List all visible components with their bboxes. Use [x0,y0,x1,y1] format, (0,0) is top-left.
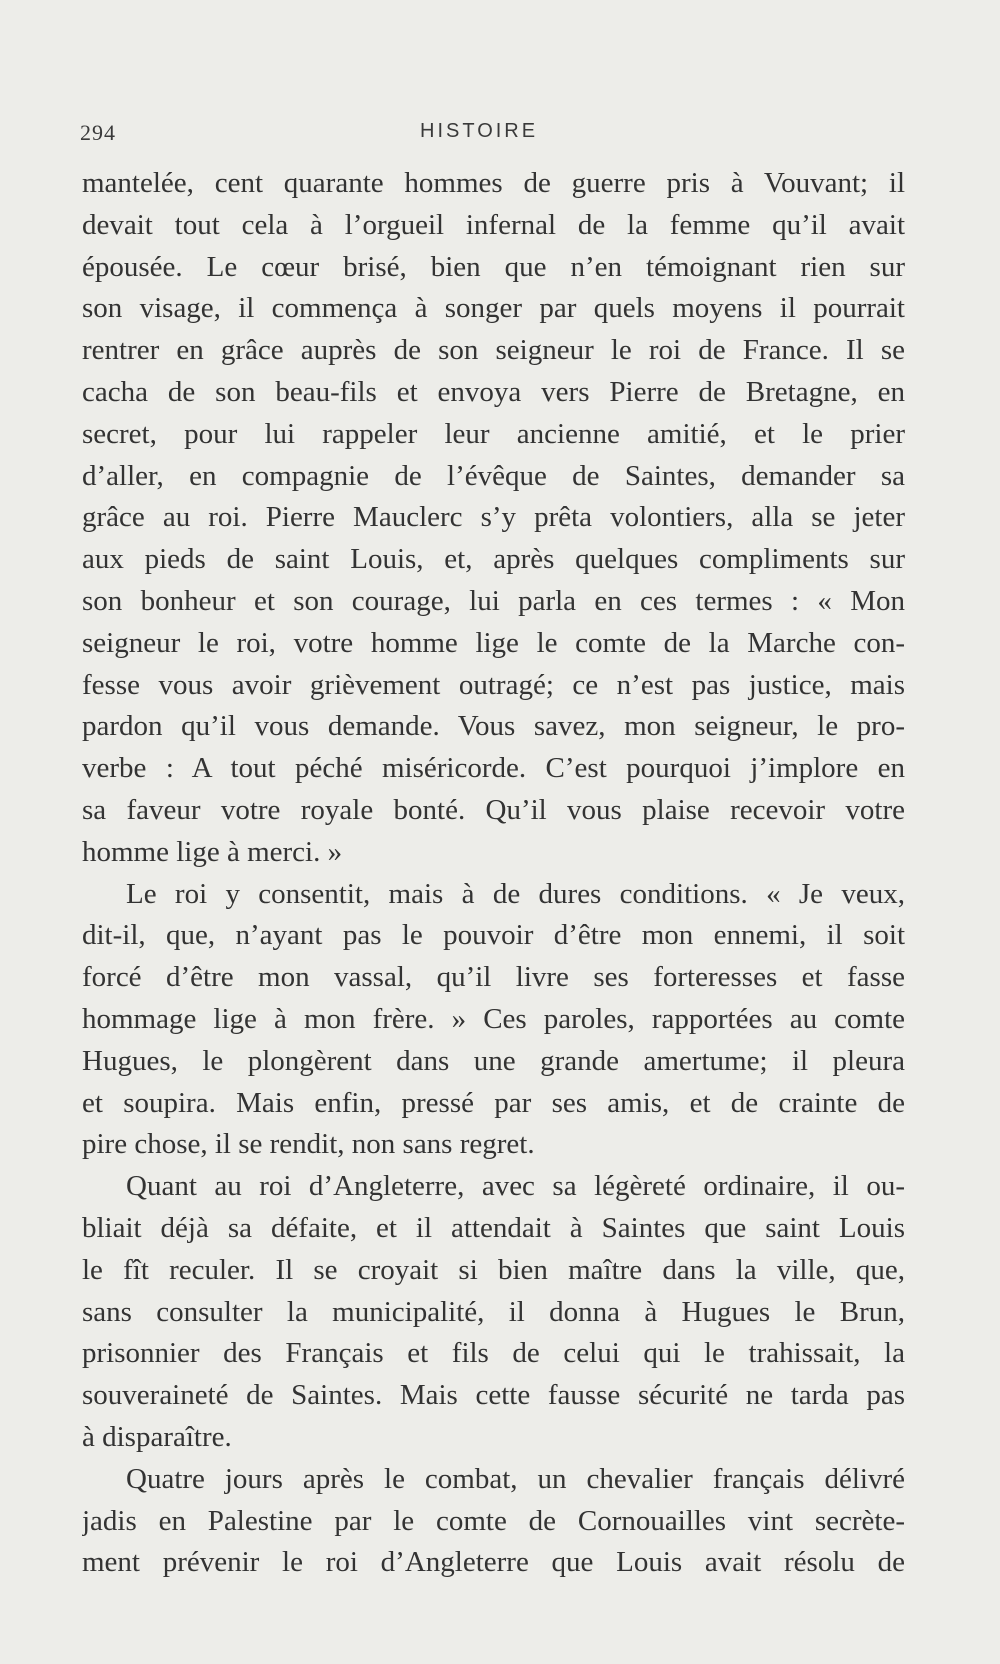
text-line: et soupira. Mais enfin, pressé par ses amis, et de crainte de [82,1086,905,1119]
paragraph [82,1166,905,1459]
text-line: dit-il, que, n’ayant pas le pouvoir d’être mon ennemi, il soit [82,919,905,952]
text-line: Quant au roi d’Angleterre, avec sa légèreté ordinaire, il ou- [126,1170,905,1203]
text-line: grâce au roi. Pierre Mauclerc s’y prêta volontiers, alla se jeter [82,501,905,534]
text-line: sa faveur votre royale bonté. Qu’il vous plaise recevoir votre [82,793,905,826]
text-line: le fît reculer. Il se croyait si bien maître dans la ville, que, [82,1253,905,1286]
text-line: à disparaître. [82,1420,232,1453]
paragraph [82,874,905,1167]
paragraph [82,1459,905,1584]
text-line: hommage lige à mon frère. » Ces paroles, rapportées au comte [82,1002,905,1035]
text-line: souveraineté de Saintes. Mais cette fausse sécurité ne tarda pas [82,1379,905,1412]
text-line: homme lige à merci. » [82,835,343,868]
text-line: forcé d’être mon vassal, qu’il livre ses forteresses et fasse [82,961,905,994]
text-line: son bonheur et son courage, lui parla en ces termes : « Mon [82,584,905,617]
text-line: sans consulter la municipalité, il donna à Hugues le Brun, [82,1295,905,1328]
text-line: devait tout cela à l’orgueil infernal de la femme qu’il avait [82,208,905,241]
text-line: bliait déjà sa défaite, et il attendait à Saintes que saint Louis [82,1211,905,1244]
text-line: Hugues, le plongèrent dans une grande amertume; il pleura [82,1044,905,1077]
text-line: mantelée, cent quarante hommes de guerre pris à Vouvant; il [82,167,905,199]
running-title: HISTOIRE [420,120,539,142]
text-line: prisonnier des Français et fils de celui qui le trahissait, la [82,1337,905,1370]
body-text [82,163,905,1584]
text-line: pardon qu’il vous demande. Vous savez, mon seigneur, le pro- [82,710,905,743]
text-line: seigneur le roi, votre homme lige le comte de la Marche con- [82,626,905,659]
text-line: verbe : A tout péché miséricorde. C’est pourquoi j’implore en [82,752,905,785]
text-line: secret, pour lui rappeler leur ancienne amitié, et le prier [82,417,905,450]
text-line: Le roi y consentit, mais à de dures conditions. « Je veux, [126,877,905,910]
text-line: son visage, il commença à songer par quels moyens il pourrait [82,292,905,325]
text-line: fesse vous avoir grièvement outragé; ce n’est pas justice, mais [82,668,905,701]
text-line: pire chose, il se rendit, non sans regret. [82,1128,535,1161]
text-line: aux pieds de saint Louis, et, après quelques compliments sur [82,543,905,576]
paragraph [82,163,905,874]
text-line: rentrer en grâce auprès de son seigneur le roi de France. Il se [82,334,905,367]
text-line: épousée. Le cœur brisé, bien que n’en témoignant rien sur [82,250,905,283]
text-line: d’aller, en compagnie de l’évêque de Saintes, demander sa [82,459,905,492]
page-header [80,120,903,150]
text-line: cacha de son beau-fils et envoya vers Pierre de Bretagne, en [82,375,905,408]
text-line: Quatre jours après le combat, un chevalier français délivré [126,1462,905,1495]
page-number: 294 [80,120,116,145]
text-line: jadis en Palestine par le comte de Cornouailles vint secrète- [82,1504,905,1537]
text-line: ment prévenir le roi d’Angleterre que Louis avait résolu de [82,1546,905,1579]
